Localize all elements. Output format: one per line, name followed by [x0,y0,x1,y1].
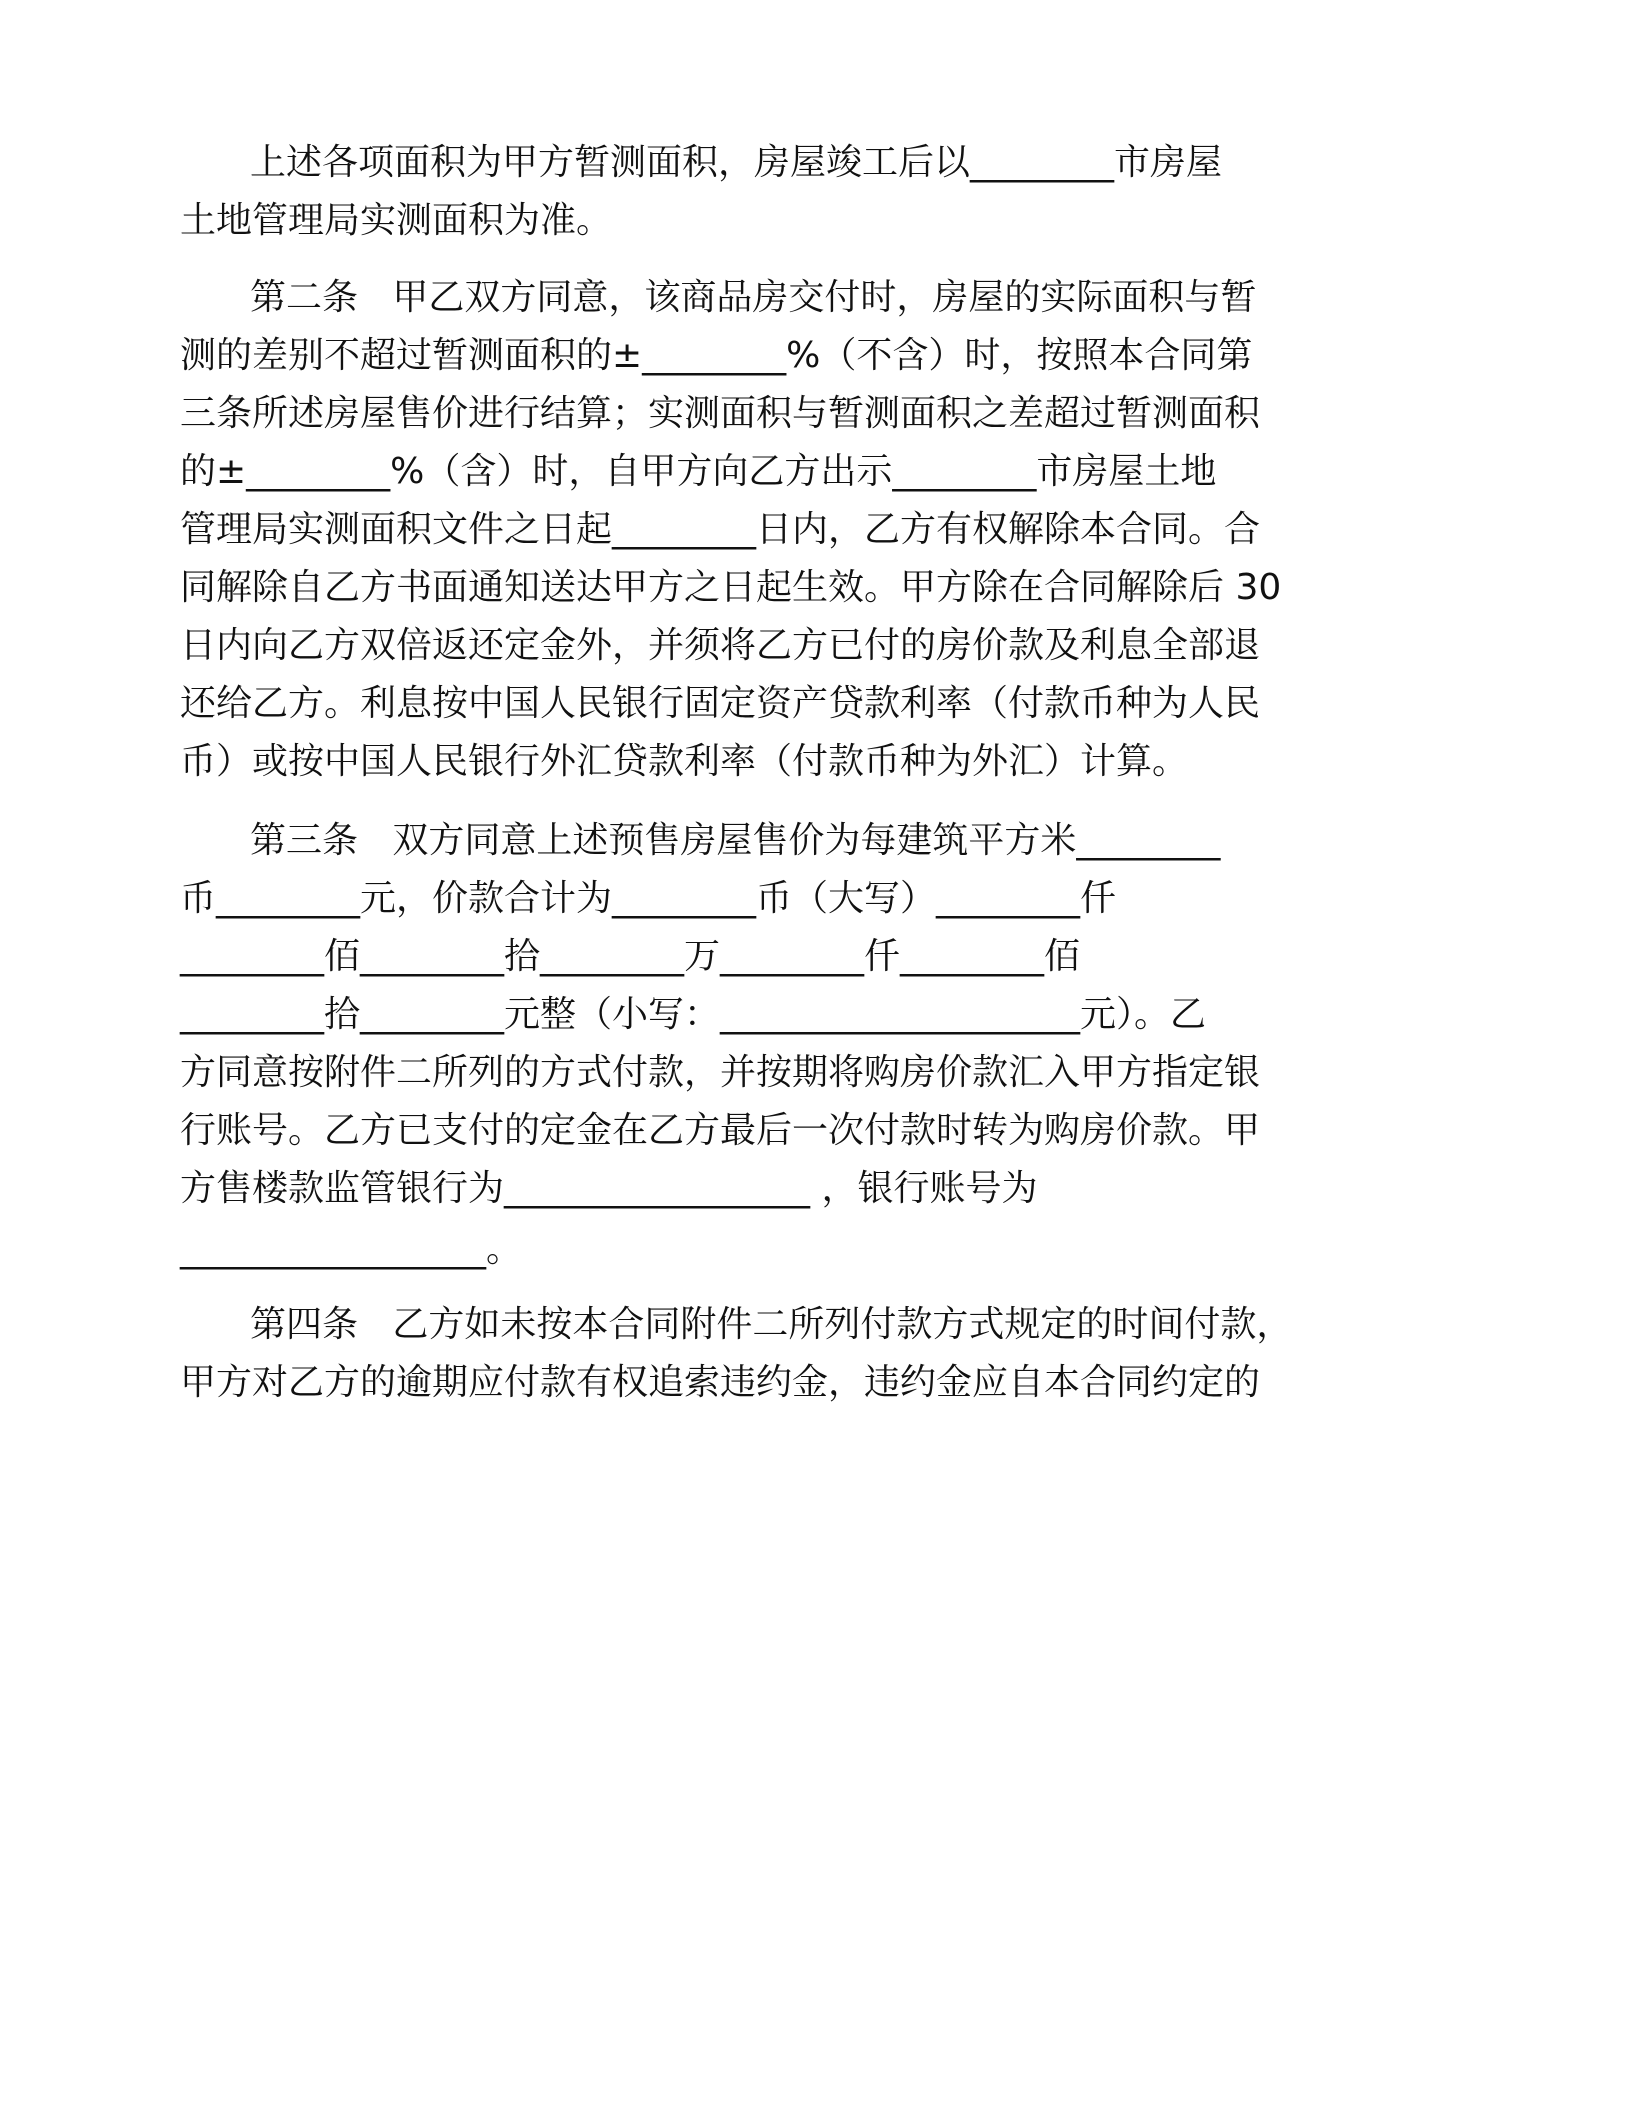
article-2-line-1: 第二条 甲乙双方同意，该商品房交付时，房屋的实际面积与暂 [250,277,1257,318]
article-2-line-9: 币）或按中国人民银行外汇贷款利率（付款币种为外汇）计算。 [180,741,1189,782]
article-3-line-8: _________________。 [180,1229,522,1270]
article-3-line-3: ________佰________拾________万________仟________佰 [180,936,1080,977]
article-3-line-2: 币________元，价款合计为________币（大写）________仟 [180,878,1117,919]
article-3-line-5: 方同意按附件二所列的方式付款，并按期将购房价款汇入甲方指定银 [180,1052,1261,1093]
article-2-line-5: 管理局实测面积文件之日起________日内，乙方有权解除本合同。合 [180,509,1261,550]
article-2-line-2: 测的差别不超过暂测面积的±________%（不含）时，按照本合同第 [180,335,1253,376]
paragraph-1-line-1: 上述各项面积为甲方暂测面积，房屋竣工后以________市房屋 [250,142,1223,183]
article-4-line-1: 第四条 乙方如未按本合同附件二所列付款方式规定的时间付款， [250,1304,1293,1345]
article-3-line-1: 第三条 双方同意上述预售房屋售价为每建筑平方米________ [250,820,1221,861]
article-3-line-4: ________拾________元整（小写：____________________元）。乙 [180,994,1207,1035]
article-2-line-3: 三条所述房屋售价进行结算；实测面积与暂测面积之差超过暂测面积 [180,393,1261,434]
article-2-line-8: 还给乙方。利息按中国人民银行固定资产贷款利率（付款币种为人民 [180,683,1261,724]
article-3-line-6: 行账号。乙方已支付的定金在乙方最后一次付款时转为购房价款。甲 [180,1110,1261,1151]
article-2-line-4: 的±________%（含）时，自甲方向乙方出示________市房屋土地 [180,451,1217,492]
article-2-line-6: 同解除自乙方书面通知送达甲方之日起生效。甲方除在合同解除后 30 [180,567,1282,608]
article-4-line-2: 甲方对乙方的逾期应付款有权追索违约金，违约金应自本合同约定的 [180,1362,1261,1403]
article-3-line-7: 方售楼款监管银行为_________________ ，银行账号为 [180,1168,1038,1209]
paragraph-1-line-2: 土地管理局实测面积为准。 [180,200,613,241]
article-2-line-7: 日内向乙方双倍返还定金外，并须将乙方已付的房价款及利息全部退 [180,625,1261,666]
